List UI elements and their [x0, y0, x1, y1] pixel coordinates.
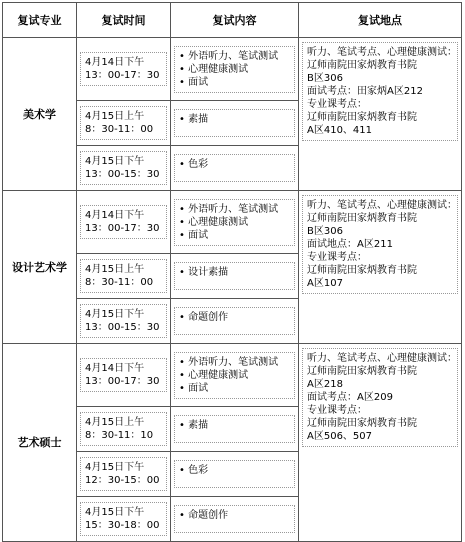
date-text: 4月15日下午: [85, 507, 145, 518]
list-item: • 面试: [179, 229, 290, 242]
time-cell: [77, 497, 171, 542]
time-range: 13：00-17：30: [85, 376, 160, 387]
list-item: • 外语听力、笔试测试: [179, 50, 290, 63]
content-cell: [171, 497, 299, 542]
list-item: • 命题创作: [179, 509, 290, 522]
content-cell: [171, 191, 299, 254]
content-list: [179, 464, 290, 477]
date-text: 4月15日上午: [85, 417, 145, 428]
date-text: 4月14日下午: [85, 210, 145, 221]
location-cell: [299, 344, 462, 542]
table-row: [3, 38, 462, 101]
date-text: 4月15日下午: [85, 309, 145, 320]
content-cell: [171, 299, 299, 344]
location-line: 听力、笔试考点、心理健康测试：: [307, 200, 457, 211]
time-range: 8：30-11：10: [85, 430, 154, 441]
time-cell: [77, 407, 171, 452]
content-list: [179, 509, 290, 522]
time-cell: [77, 38, 171, 101]
time-box: [80, 358, 167, 392]
time-range: 8：30-11：00: [85, 277, 154, 288]
date-text: 4月15日下午: [85, 156, 145, 167]
content-box: [174, 352, 295, 399]
content-cell: [171, 407, 299, 452]
location-line: B区306: [307, 226, 343, 237]
major-cell: 设计艺术学: [3, 191, 77, 344]
content-list: [179, 356, 290, 395]
time-cell: [77, 299, 171, 344]
content-cell: [171, 452, 299, 497]
location-cell: [299, 191, 462, 344]
content-cell: [171, 146, 299, 191]
list-item: • 外语听力、笔试测试: [179, 203, 290, 216]
exam-schedule-table: [2, 2, 462, 542]
content-list: [179, 266, 290, 279]
list-item: • 色彩: [179, 158, 290, 171]
time-box: [80, 412, 167, 446]
time-box: [80, 52, 167, 86]
location-box: [302, 195, 458, 294]
content-box: [174, 154, 295, 182]
list-item: • 色彩: [179, 464, 290, 477]
time-range: 8：30-11：00: [85, 124, 154, 135]
date-text: 4月14日下午: [85, 363, 145, 374]
content-box: [174, 505, 295, 533]
list-item: • 面试: [179, 382, 290, 395]
time-cell: [77, 146, 171, 191]
location-box: [302, 348, 458, 447]
time-range: 13：00-17：30: [85, 70, 160, 81]
location-line: 听力、笔试考点、心理健康测试：: [307, 353, 457, 364]
location-line: 辽师南院田家炳教育书院: [307, 366, 417, 377]
location-line: 面试考点：A区209: [307, 392, 393, 403]
content-cell: [171, 254, 299, 299]
location-line: A区218: [307, 379, 343, 390]
location-line: 专业课考点：: [307, 405, 367, 416]
date-text: 4月15日下午: [85, 462, 145, 473]
list-item: • 面试: [179, 76, 290, 89]
content-list: [179, 311, 290, 324]
content-box: [174, 307, 295, 335]
time-box: [80, 205, 167, 239]
content-box: [174, 199, 295, 246]
time-cell: [77, 101, 171, 146]
time-box: [80, 259, 167, 293]
time-box: [80, 106, 167, 140]
header-content: 复试内容: [171, 3, 299, 38]
time-cell: [77, 452, 171, 497]
location-line: A区107: [307, 278, 343, 289]
list-item: • 心理健康测试: [179, 63, 290, 76]
header-major: 复试专业: [3, 3, 77, 38]
header-location: 复试地点: [299, 3, 462, 38]
table-row: [3, 191, 462, 254]
content-list: [179, 203, 290, 242]
content-list: [179, 113, 290, 126]
list-item: • 素描: [179, 419, 290, 432]
location-line: 面试考点：田家炳A区212: [307, 86, 423, 97]
header-time: 复试时间: [77, 3, 171, 38]
content-cell: [171, 101, 299, 146]
time-box: [80, 502, 167, 536]
table-row: [3, 344, 462, 407]
location-line: 辽师南院田家炳教育书院: [307, 265, 417, 276]
major-cell: 美术学: [3, 38, 77, 191]
time-box: [80, 304, 167, 338]
date-text: 4月15日上午: [85, 111, 145, 122]
time-range: 12：30-15：00: [85, 475, 160, 486]
date-text: 4月15日上午: [85, 264, 145, 275]
content-list: [179, 419, 290, 432]
time-cell: [77, 344, 171, 407]
location-line: A区506、507: [307, 431, 373, 442]
time-cell: [77, 191, 171, 254]
time-range: 15：30-18：00: [85, 520, 160, 531]
location-cell: [299, 38, 462, 191]
location-line: 辽师南院田家炳教育书院: [307, 112, 417, 123]
content-box: [174, 109, 295, 137]
list-item: • 素描: [179, 113, 290, 126]
list-item: • 心理健康测试: [179, 216, 290, 229]
content-box: [174, 415, 295, 443]
location-line: 面试地点：A区211: [307, 239, 393, 250]
content-list: [179, 50, 290, 89]
content-list: [179, 158, 290, 171]
list-item: • 外语听力、笔试测试: [179, 356, 290, 369]
time-box: [80, 457, 167, 491]
time-range: 13：00-15：30: [85, 322, 160, 333]
location-line: 辽师南院田家炳教育书院: [307, 213, 417, 224]
location-line: A区410、411: [307, 125, 373, 136]
time-range: 13：00-17：30: [85, 223, 160, 234]
location-line: 辽师南院田家炳教育书院: [307, 60, 417, 71]
time-cell: [77, 254, 171, 299]
content-cell: [171, 344, 299, 407]
content-cell: [171, 38, 299, 101]
time-box: [80, 151, 167, 185]
location-line: 专业课考点：: [307, 252, 367, 263]
content-box: [174, 262, 295, 290]
time-range: 13：00-15：30: [85, 169, 160, 180]
list-item: • 命题创作: [179, 311, 290, 324]
location-line: B区306: [307, 73, 343, 84]
content-box: [174, 460, 295, 488]
location-box: [302, 42, 458, 141]
major-cell: 艺术硕士: [3, 344, 77, 542]
location-line: 听力、笔试考点、心理健康测试：: [307, 47, 457, 58]
list-item: • 心理健康测试: [179, 369, 290, 382]
location-line: 辽师南院田家炳教育书院: [307, 418, 417, 429]
list-item: • 设计素描: [179, 266, 290, 279]
content-box: [174, 46, 295, 93]
header-row: [3, 3, 462, 38]
date-text: 4月14日下午: [85, 57, 145, 68]
location-line: 专业课考点：: [307, 99, 367, 110]
